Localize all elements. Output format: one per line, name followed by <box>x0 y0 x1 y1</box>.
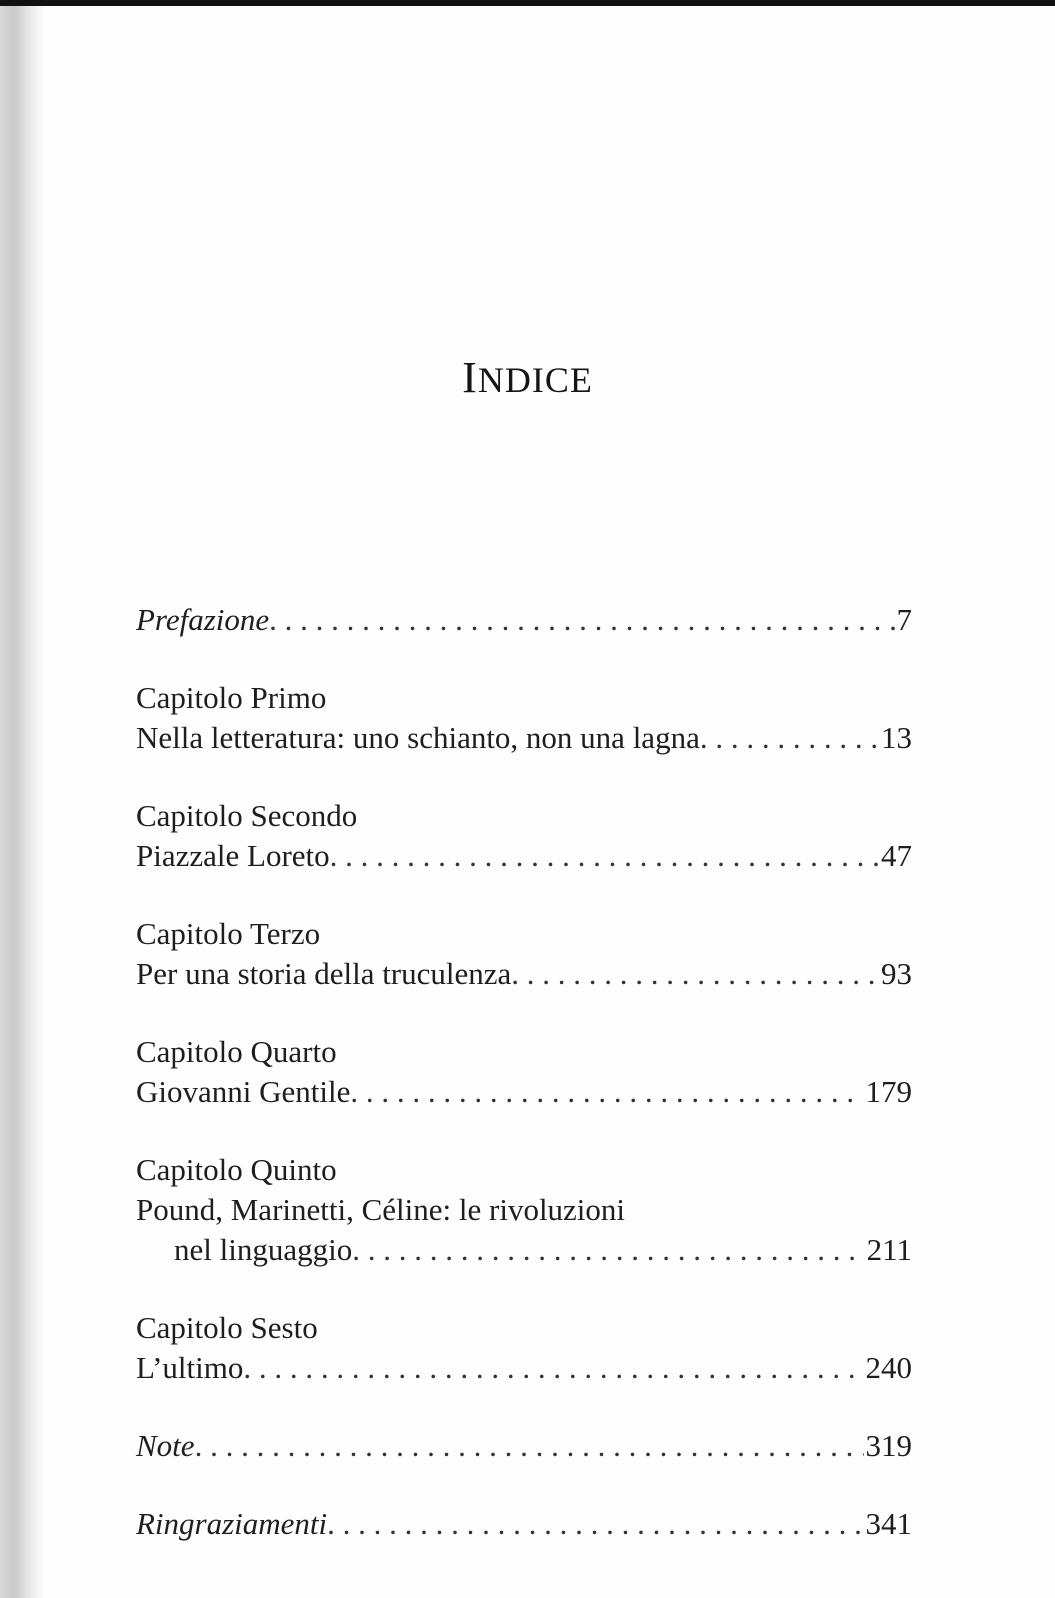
toc-entry-cap3 <box>136 954 912 994</box>
page-title <box>0 353 1055 402</box>
toc-entry-label: Giovanni Gentile <box>136 1074 351 1109</box>
toc-page-number: 47 <box>881 838 912 873</box>
toc-leader-dots <box>350 1072 863 1112</box>
toc-chapter-heading: Capitolo Quarto <box>136 1034 337 1069</box>
toc-page-number: 341 <box>865 1506 912 1541</box>
toc-leader-dots <box>700 718 879 758</box>
toc-page-number: 240 <box>865 1350 912 1385</box>
toc-entry-label: Prefazione <box>136 602 270 637</box>
toc-entry-label: Nella letteratura: uno schianto, non una lagna <box>136 720 700 755</box>
toc-entry-prefazione <box>136 600 912 640</box>
table-of-contents <box>136 600 912 1544</box>
toc-leader-dots <box>243 1348 863 1388</box>
toc-page-number: 13 <box>881 720 912 755</box>
title-rest: NDICE <box>477 360 593 400</box>
toc-chapter-heading: Capitolo Sesto <box>136 1310 318 1345</box>
toc-page-number: 319 <box>865 1428 912 1463</box>
top-edge-rule <box>0 0 1055 6</box>
toc-entry-label: nel linguaggio <box>174 1232 353 1267</box>
toc-entry-label: Piazzale Loreto <box>136 838 330 873</box>
toc-entry-cap1 <box>136 718 912 758</box>
toc-chapter-heading: Capitolo Terzo <box>136 916 321 951</box>
toc-entry-cap2 <box>136 836 912 876</box>
toc-leader-dots <box>330 836 879 876</box>
toc-chapter-heading: Capitolo Secondo <box>136 798 358 833</box>
page-spine-shadow <box>0 6 44 1598</box>
toc-entry-label: Ringraziamenti <box>136 1506 328 1541</box>
toc-chapter-heading: Capitolo Quinto <box>136 1152 337 1187</box>
toc-entry-cap5 <box>136 1230 912 1270</box>
toc-page-number: 211 <box>866 1232 912 1267</box>
toc-leader-dots <box>352 1230 864 1270</box>
toc-leader-dots <box>195 1426 864 1466</box>
toc-leader-dots <box>511 954 879 994</box>
toc-entry-cap4 <box>136 1072 912 1112</box>
toc-leader-dots <box>327 1504 863 1544</box>
toc-entry-note <box>136 1426 912 1466</box>
toc-chapter-heading: Capitolo Primo <box>136 680 327 715</box>
toc-page-number: 179 <box>865 1074 912 1109</box>
toc-entry-ringraziamenti <box>136 1504 912 1544</box>
toc-page-number: 7 <box>896 602 912 637</box>
toc-page-number: 93 <box>881 956 912 991</box>
toc-leader-dots <box>269 600 894 640</box>
toc-entry-label: Note <box>136 1428 195 1463</box>
toc-entry-label: Per una storia della truculenza <box>136 956 512 991</box>
toc-entry-label: L’ultimo <box>136 1350 244 1385</box>
toc-entry-label-line1: Pound, Marinetti, Céline: le rivoluzioni <box>136 1192 626 1227</box>
toc-entry-cap6 <box>136 1348 912 1388</box>
title-initial: I <box>462 353 478 402</box>
